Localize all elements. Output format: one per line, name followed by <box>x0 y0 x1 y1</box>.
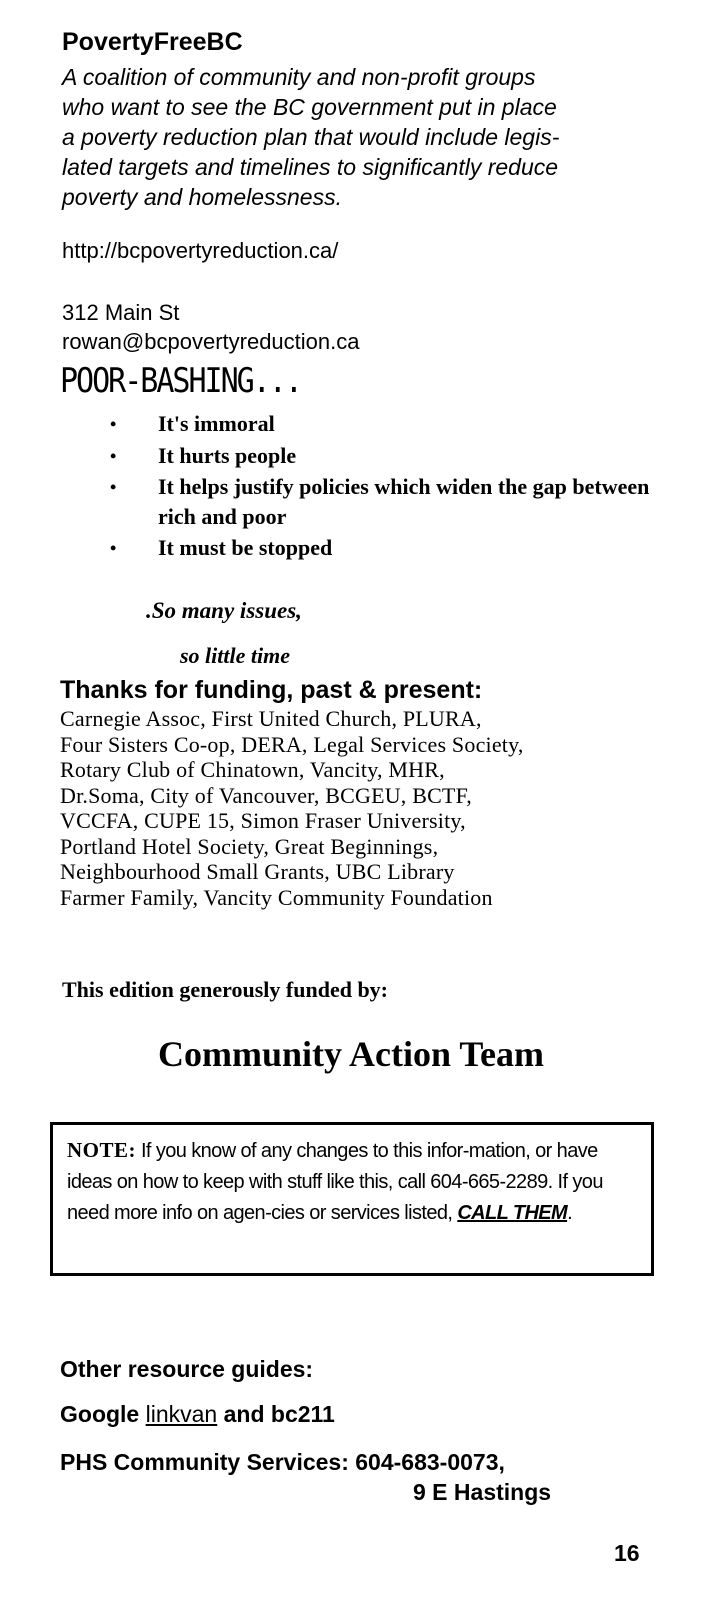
org-description-line: A coalition of community and non-profit groups <box>62 64 536 90</box>
org-url[interactable]: http://bcpovertyreduction.ca/ <box>62 238 339 263</box>
org-description <box>62 62 662 212</box>
funders-line: Dr.Soma, City of Vancouver, BCGEU, BCTF, <box>60 782 472 808</box>
funders-line: Portland Hotel Society, Great Beginnings, <box>60 833 439 859</box>
tagline-line-2: so little time <box>180 643 290 668</box>
funders-line: Carnegie Assoc, First United Church, PLURA, <box>60 706 482 731</box>
funders-line: Neighbourhood Small Grants, UBC Library <box>60 859 455 884</box>
phs-address-line: 9 E Hastings <box>413 1479 552 1505</box>
list-item <box>110 472 670 532</box>
list-item-text: It helps justify policies which widen the gap between rich and poor <box>158 474 650 529</box>
note-text: If you know of any changes to this infor-mation, or have ideas on how to keep with stuff like this, call 604-665-2289. If you need more info on agen-cies or services listed, <box>67 1140 603 1224</box>
org-description-line: a poverty reduction plan that would include legis- <box>62 124 560 150</box>
funders-line: Four Sisters Co-op, DERA, Legal Services Society, <box>60 731 524 757</box>
org-email[interactable]: rowan@bcpovertyreduction.ca <box>62 329 360 354</box>
list-item-text: It must be stopped <box>158 535 333 560</box>
bullet-icon: • <box>110 414 117 434</box>
page-number: 16 <box>614 1540 640 1566</box>
list-item-text: It hurts people <box>158 443 297 468</box>
list-item <box>110 440 670 472</box>
list-item <box>110 408 670 440</box>
edition-label: This edition generously funded by: <box>62 977 389 1002</box>
org-address: 312 Main St <box>62 300 180 325</box>
org-description-line: poverty and homelessness. <box>62 184 342 210</box>
bullet-icon: • <box>110 446 117 466</box>
org-contact <box>62 298 359 356</box>
note-box <box>50 1122 654 1276</box>
list-item-text: It's immoral <box>158 411 275 436</box>
google-prefix: Google <box>60 1401 146 1427</box>
call-them-text: CALL THEM <box>457 1202 568 1224</box>
funders-list <box>60 706 660 910</box>
tagline-line-1: .So many issues, <box>146 598 302 623</box>
google-suffix: and bc211 <box>217 1401 335 1427</box>
bullet-icon: • <box>110 477 117 497</box>
poor-bashing-title: POOR-BASHING... <box>60 362 301 402</box>
note-end: . <box>567 1202 573 1224</box>
org-name: PovertyFreeBC <box>62 28 243 56</box>
resources-heading: Other resource guides: <box>60 1356 314 1382</box>
list-item <box>110 532 670 564</box>
phs-contact-line: PHS Community Services: 604-683-0073, <box>60 1449 505 1475</box>
funders-line: VCCFA, CUPE 15, Simon Fraser University, <box>60 808 466 833</box>
org-description-line: who want to see the BC government put in place <box>62 94 557 120</box>
linkvan-link[interactable]: linkvan <box>145 1401 218 1427</box>
poor-bashing-list <box>110 408 670 564</box>
edition-funder: Community Action Team <box>157 1034 545 1074</box>
note-label: NOTE: <box>67 1138 137 1162</box>
funders-line: Farmer Family, Vancity Community Foundation <box>60 884 493 910</box>
funders-line: Rotary Club of Chinatown, Vancity, MHR, <box>60 757 445 782</box>
org-description-line: lated targets and timelines to significantly reduce <box>62 154 559 180</box>
thanks-heading: Thanks for funding, past & present: <box>60 676 483 704</box>
google-line <box>60 1401 335 1428</box>
bullet-icon: • <box>110 538 117 558</box>
